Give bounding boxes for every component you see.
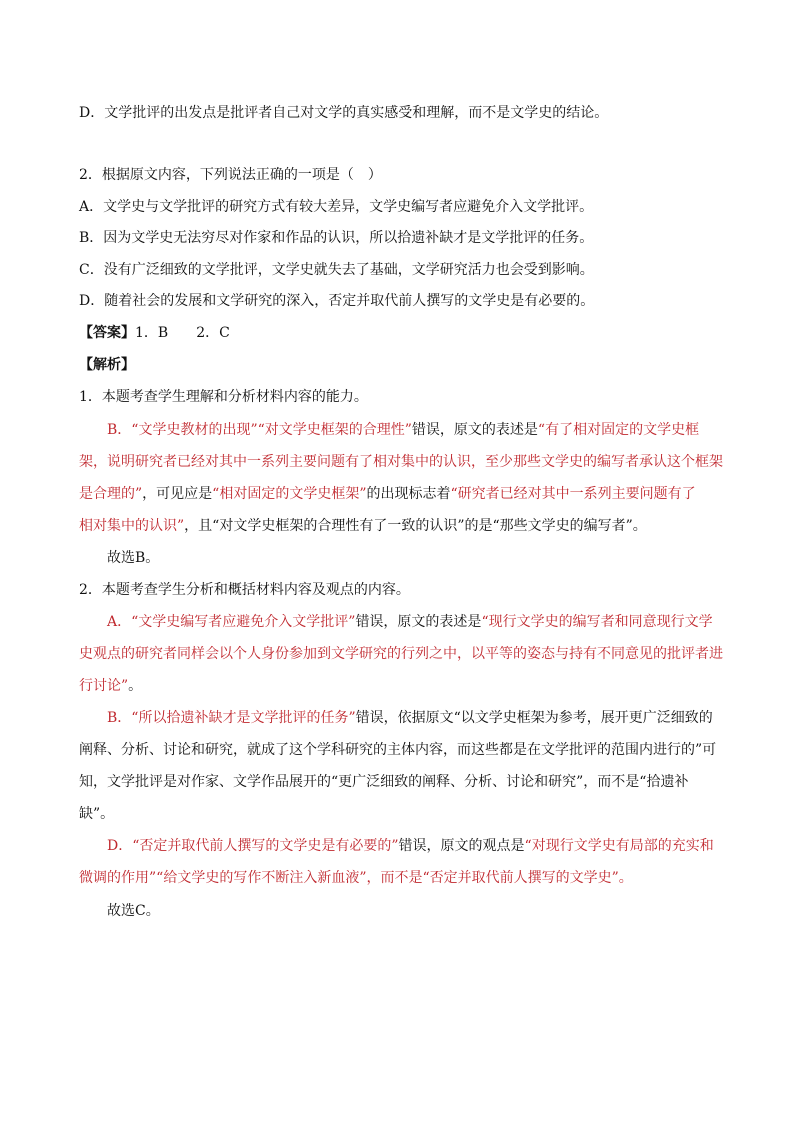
q1-option-d: D．文学批评的出发点是批评者自己对文学的真实感受和理解，而不是文学史的结论。	[79, 105, 609, 121]
analysis-2b-line-4: 缺”。	[79, 806, 115, 822]
analysis-1-line-1: B．“文学史教材的出现”“对文学史框架的合理性”错误，原文的表述是“有了相对固定的文学史框	[107, 422, 700, 438]
analysis-1-line-4: 相对集中的认识”，且“对文学史框架的合理性有了一致的认识”的是“那些文学史的编写者”。	[79, 518, 647, 534]
answer-item-1: 1．B	[135, 325, 169, 341]
answer-item-2: 2．C	[196, 325, 230, 341]
analysis-2-choose: 故选C。	[107, 903, 160, 919]
analysis-1-intro: 1．本题考查学生理解和分析材料内容的能力。	[79, 389, 368, 405]
q2-option-c: C．没有广泛细致的文学批评，文学史就失去了基础，文学研究活力也会受到影响。	[79, 262, 594, 278]
answer-line	[0, 323, 794, 343]
analysis-2a-line-3: 行讨论”。	[79, 678, 143, 694]
analysis-2-intro: 2．本题考查学生分析和概括材料内容及观点的内容。	[79, 582, 410, 598]
q2-option-d: D．随着社会的发展和文学研究的深入，否定并取代前人撰写的文学史是有必要的。	[79, 293, 595, 309]
q2-stem: 2．根据原文内容，下列说法正确的一项是（ ）	[79, 167, 382, 183]
analysis-2a-line-1: A．“文学史编写者应避免介入文学批评”错误，原文的表述是“现行文学史的编写者和同意现行文学	[107, 614, 713, 630]
analysis-2b-line-2: 阐释、分析、讨论和研究，就成了这个学科研究的主体内容，而这些都是在文学批评的范围内进行的”可	[79, 742, 717, 758]
analysis-1-line-3: 是合理的”，可见应是“相对固定的文学史框架”的出现标志着“研究者已经对其中一系列主要问题有了	[79, 486, 696, 502]
analysis-2d-line-2: 微调的作用”“给文学史的写作不断注入新血液”，而不是“否定并取代前人撰写的文学史”。	[79, 870, 633, 886]
analysis-1-line-2: 架，说明研究者已经对其中一系列主要问题有了相对集中的认识，至少那些文学史的编写者承认这个框架	[79, 454, 723, 470]
q2-option-a: A．文学史与文学批评的研究方式有较大差异，文学史编写者应避免介入文学批评。	[79, 199, 594, 215]
analysis-2b-line-1: B．“所以拾遗补缺才是文学批评的任务”错误，依据原文“以文学史框架为参考，展开更广泛细致的	[107, 710, 713, 726]
analysis-1-choose: 故选B。	[107, 550, 160, 566]
analysis-2d-line-1: D．“否定并取代前人撰写的文学史是有必要的”错误，原文的观点是“对现行文学史有局部的充实和	[107, 838, 714, 854]
analysis-2b-line-3: 知，文学批评是对作家、文学作品展开的“更广泛细致的阐释、分析、讨论和研究”，而不是“拾遗补	[79, 774, 689, 790]
analysis-2a-line-2: 史观点的研究者同样会以个人身份参加到文学研究的行列之中，以平等的姿态与持有不同意见的批评者进	[79, 646, 723, 662]
q2-option-b: B．因为文学史无法穷尽对作家和作品的认识，所以拾遗补缺才是文学批评的任务。	[79, 230, 594, 246]
answer-label: 【答案】	[79, 325, 135, 341]
analysis-label: 【解析】	[79, 357, 135, 373]
